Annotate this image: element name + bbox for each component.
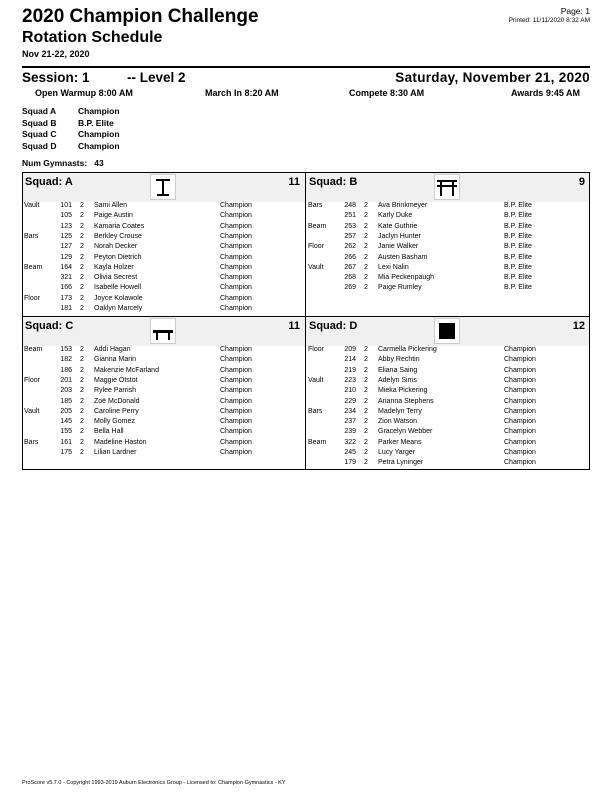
squad-b-rotation-list	[308, 201, 588, 315]
competitor-number: 269	[344, 284, 356, 292]
gymnast-name: Kayla Holzer	[94, 263, 134, 271]
gymnast-name: Carmella Pickering	[378, 346, 437, 353]
gymnast-name: Maggie Otstot	[94, 376, 138, 384]
competitor-number: 234	[344, 407, 356, 415]
gymnast-name: Olivia Secrest	[94, 274, 138, 282]
gymnast-club: Champion	[504, 346, 536, 353]
competitor-number: 248	[344, 202, 356, 209]
gymnast-club: Champion	[220, 397, 252, 405]
gymnast-row	[308, 366, 588, 376]
squad-id: Squad A	[22, 106, 57, 116]
gymnast-row	[24, 222, 304, 232]
gymnast-club: Champion	[504, 397, 536, 405]
competitor-number: 268	[344, 274, 356, 282]
gymnast-club: Champion	[220, 428, 252, 436]
squad-b-count: 9	[578, 176, 585, 188]
gymnast-level: 2	[80, 428, 84, 436]
event-label: Floor	[308, 243, 324, 251]
gymnast-row	[24, 417, 304, 427]
gymnast-row	[308, 273, 588, 283]
gymnast-club: Champion	[504, 428, 536, 436]
gymnast-club: Champion	[220, 253, 252, 261]
gymnast-club: B.P. Elite	[504, 243, 532, 251]
gymnast-club: B.P. Elite	[504, 274, 532, 282]
squad-c-count: 11	[288, 320, 300, 332]
gymnast-row	[24, 345, 304, 355]
gymnast-level: 2	[80, 294, 84, 302]
gymnast-level: 2	[364, 253, 368, 261]
gymnast-level: 2	[364, 243, 368, 251]
event-label: Vault	[308, 263, 324, 271]
gymnast-row	[308, 407, 588, 417]
gymnast-row	[308, 448, 588, 458]
gymnast-row	[308, 397, 588, 407]
squad-club: Champion	[78, 140, 120, 151]
gymnast-row	[308, 211, 588, 221]
competitor-number: 101	[60, 202, 72, 209]
competitor-number: 105	[60, 212, 72, 220]
gymnast-name: Eliana Saing	[378, 366, 418, 374]
gymnast-club: Champion	[220, 284, 252, 292]
document-title: 2020 Champion Challenge	[22, 6, 259, 27]
num-gymnasts	[22, 158, 104, 168]
gymnast-club: Champion	[220, 294, 252, 302]
gymnast-name: Norah Decker	[94, 243, 138, 251]
gymnast-name: Sami Allen	[94, 202, 128, 209]
competitor-number: 266	[344, 253, 356, 261]
competitor-number: 267	[344, 263, 356, 271]
competitor-number: 179	[344, 459, 356, 467]
gymnast-name: Parker Means	[378, 438, 422, 446]
gymnast-level: 2	[364, 459, 368, 467]
competitor-number: 164	[60, 263, 72, 271]
squad-a-count: 11	[288, 176, 300, 188]
competitor-number: 155	[60, 428, 72, 436]
gymnast-club: Champion	[220, 438, 252, 446]
gymnast-club: Champion	[220, 449, 252, 456]
gymnast-row	[24, 366, 304, 376]
competitor-number: 203	[60, 387, 72, 395]
gymnast-level: 2	[80, 366, 84, 374]
gymnast-club: B.P. Elite	[504, 253, 532, 261]
competitor-number: 214	[344, 356, 356, 364]
gymnast-row	[24, 407, 304, 417]
gymnast-name: Isabelle Howell	[94, 284, 142, 292]
competitor-number: 125	[60, 232, 72, 240]
gymnast-club: Champion	[220, 387, 252, 395]
gymnast-row	[308, 345, 588, 355]
uneven-bars-icon	[150, 174, 176, 200]
event-label: Bars	[308, 407, 323, 415]
gymnast-name: Janie Walker	[378, 243, 419, 251]
gymnast-level: 2	[80, 305, 84, 312]
gymnast-name: Lexi Nalin	[378, 263, 409, 271]
gymnast-level: 2	[364, 346, 368, 353]
gymnast-level: 2	[364, 263, 368, 271]
gymnast-level: 2	[80, 346, 84, 353]
gymnast-club: Champion	[504, 449, 536, 456]
gymnast-club: Champion	[504, 376, 536, 384]
gymnast-name: Caroline Perry	[94, 407, 139, 415]
competitor-number: 181	[60, 305, 72, 312]
gymnast-row	[24, 376, 304, 386]
footer-copyright: ProScore v5.7.0 - Copyright 1993-2019 Auburn Electronics Group - Licensed to: Champion Gymnastics - KY	[22, 780, 286, 786]
gymnast-row	[24, 211, 304, 221]
gymnast-row	[308, 222, 588, 232]
gymnast-level: 2	[364, 356, 368, 364]
event-label: Bars	[308, 202, 323, 209]
gymnast-club: Champion	[504, 387, 536, 395]
gymnast-name: Kate Guthrie	[378, 222, 418, 230]
competitor-number: 186	[60, 366, 72, 374]
gymnast-name: Joyce Kolawole	[94, 294, 143, 302]
gymnast-row	[24, 448, 304, 458]
gymnast-club: Champion	[504, 366, 536, 374]
squad-id: Squad B	[22, 117, 57, 128]
gymnast-row	[308, 242, 588, 252]
competitor-number: 153	[60, 346, 72, 353]
competitor-number: 239	[344, 428, 356, 436]
gymnast-row	[308, 253, 588, 263]
meet-dates: Nov 21-22, 2020	[22, 49, 90, 59]
gymnast-level: 2	[364, 232, 368, 240]
event-label: Beam	[24, 263, 43, 271]
competitor-number: 257	[344, 232, 356, 240]
gymnast-row	[308, 283, 588, 293]
gymnast-level: 2	[80, 438, 84, 446]
march-in-time: March In 8:20 AM	[205, 88, 279, 98]
competitor-number: 145	[60, 418, 72, 426]
gymnast-name: Arianna Stephens	[378, 397, 434, 405]
gymnast-club: Champion	[504, 459, 536, 467]
gymnast-name: Paige Rumley	[378, 284, 422, 292]
gymnast-name: Rylee Parrish	[94, 387, 137, 395]
open-warmup-time: Open Warmup 8:00 AM	[35, 88, 133, 98]
squad-club-row	[22, 141, 120, 153]
gymnast-club: Champion	[220, 418, 252, 426]
gymnast-name: Zion Watson	[378, 418, 418, 426]
competitor-number: 223	[344, 376, 356, 384]
gymnast-row	[24, 201, 304, 211]
gymnast-level: 2	[364, 202, 368, 209]
gymnast-row	[24, 386, 304, 396]
gymnast-name: Bella Hall	[94, 428, 124, 436]
gymnast-club: Champion	[220, 366, 252, 374]
gymnast-level: 2	[80, 274, 84, 282]
squad-c-title: Squad: C	[25, 320, 74, 332]
competitor-number: 201	[60, 376, 72, 384]
gymnast-name: Paige Austin	[94, 212, 133, 220]
gymnast-level: 2	[364, 418, 368, 426]
grid-horizontal-divider	[22, 316, 590, 317]
gymnast-name: Abby Rechtin	[378, 356, 420, 364]
competitor-number: 245	[344, 449, 356, 456]
gymnast-row	[24, 232, 304, 242]
gymnast-club: Champion	[220, 263, 252, 271]
competitor-number: 205	[60, 407, 72, 415]
gymnast-row	[24, 273, 304, 283]
gymnast-row	[308, 376, 588, 386]
gymnast-name: Ava Brinkmeyer	[378, 202, 428, 209]
gymnast-name: Madelyn Terry	[378, 407, 422, 415]
gymnast-club: Champion	[220, 274, 252, 282]
squad-id: Squad C	[22, 129, 57, 139]
gymnast-name: Zoë McDonald	[94, 397, 140, 405]
gymnast-name: Jaclyn Hunter	[378, 232, 421, 240]
competitor-number: 209	[344, 346, 356, 353]
gymnast-level: 2	[80, 202, 84, 209]
gymnast-name: Madeline Haston	[94, 438, 147, 446]
event-label: Bars	[24, 438, 39, 446]
competitor-number: 123	[60, 222, 72, 230]
gymnast-club: B.P. Elite	[504, 263, 532, 271]
event-label: Vault	[308, 376, 324, 384]
competitor-number: 321	[60, 274, 72, 282]
gymnast-level: 2	[364, 212, 368, 220]
gymnast-name: Austen Basham	[378, 253, 428, 261]
document-subtitle: Rotation Schedule	[22, 29, 163, 46]
gymnast-level: 2	[364, 387, 368, 395]
gymnast-row	[308, 201, 588, 211]
gymnast-club: Champion	[220, 243, 252, 251]
gymnast-row	[308, 427, 588, 437]
gymnast-name: Lilian Lardner	[94, 449, 137, 456]
squad-d-count: 12	[572, 320, 585, 332]
gymnast-row	[24, 304, 304, 314]
gymnast-level: 2	[80, 253, 84, 261]
gymnast-name: Peyton Dietrich	[94, 253, 142, 261]
squad-a-title: Squad: A	[25, 176, 73, 188]
num-gymnasts-label: Num Gymnasts:	[22, 158, 88, 168]
gymnast-row	[308, 232, 588, 242]
squad-d-title: Squad: D	[309, 320, 358, 332]
gymnast-level: 2	[80, 407, 84, 415]
gymnast-club: Champion	[504, 356, 536, 364]
competitor-number: 262	[344, 243, 356, 251]
event-label: Floor	[24, 376, 40, 384]
gymnast-row	[24, 355, 304, 365]
gymnast-club: Champion	[504, 438, 536, 446]
event-label: Floor	[308, 346, 324, 353]
competitor-number: 173	[60, 294, 72, 302]
gymnast-level: 2	[80, 284, 84, 292]
gymnast-row	[24, 253, 304, 263]
gymnast-club: Champion	[220, 346, 252, 353]
gymnast-club: Champion	[220, 202, 252, 209]
gymnast-name: Molly Gomez	[94, 418, 135, 426]
competitor-number: 251	[344, 212, 356, 220]
gymnast-name: Oaklyn Marcely	[94, 305, 143, 312]
event-label: Beam	[308, 222, 327, 230]
gymnast-level: 2	[80, 418, 84, 426]
gymnast-club: Champion	[504, 418, 536, 426]
gymnast-row	[308, 458, 588, 468]
gymnast-level: 2	[364, 438, 368, 446]
gymnast-club: Champion	[220, 305, 252, 312]
gymnast-name: Berkley Crouse	[94, 232, 142, 240]
gymnast-level: 2	[364, 376, 368, 384]
gymnast-level: 2	[364, 274, 368, 282]
gymnast-level: 2	[80, 232, 84, 240]
gymnast-row	[308, 386, 588, 396]
gymnast-row	[24, 397, 304, 407]
gymnast-name: Gracelyn Webber	[378, 428, 433, 436]
gymnast-row	[24, 427, 304, 437]
awards-time: Awards 9:45 AM	[510, 88, 580, 98]
gymnast-club: Champion	[220, 376, 252, 384]
gymnast-level: 2	[80, 263, 84, 271]
gymnast-name: Gianna Marin	[94, 356, 137, 364]
competitor-number: 166	[60, 284, 72, 292]
competitor-number: 229	[344, 397, 356, 405]
gymnast-level: 2	[364, 449, 368, 456]
competitor-number: 185	[60, 397, 72, 405]
squad-c-rotation-list	[24, 345, 304, 469]
floor-icon	[434, 318, 460, 344]
gymnast-club: Champion	[504, 407, 536, 415]
gymnast-name: Addi Hagan	[94, 346, 131, 353]
competitor-number: 129	[60, 253, 72, 261]
competitor-number: 210	[344, 387, 356, 395]
gymnast-club: Champion	[220, 356, 252, 364]
session-level: -- Level 2	[127, 70, 186, 85]
header-divider	[22, 66, 590, 68]
gymnast-level: 2	[364, 407, 368, 415]
competitor-number: 219	[344, 366, 356, 374]
gymnast-row	[308, 417, 588, 427]
gymnast-name: Adelyn Sims	[378, 376, 417, 384]
squad-club-row	[22, 129, 120, 141]
event-label: Beam	[24, 346, 43, 353]
gymnast-name: Lucy Yarger	[378, 449, 416, 456]
squad-club-list	[22, 106, 120, 152]
gymnast-club: B.P. Elite	[504, 232, 532, 240]
gymnast-level: 2	[364, 428, 368, 436]
event-label: Bars	[24, 232, 39, 240]
gymnast-row	[24, 294, 304, 304]
gymnast-level: 2	[364, 397, 368, 405]
gymnast-row	[24, 263, 304, 273]
gymnast-row	[24, 438, 304, 448]
squad-a-rotation-list	[24, 201, 304, 315]
event-label: Floor	[24, 294, 40, 302]
balance-beam-icon	[150, 318, 176, 344]
gymnast-level: 2	[364, 366, 368, 374]
gymnast-level: 2	[80, 376, 84, 384]
gymnast-row	[308, 355, 588, 365]
competitor-number: 253	[344, 222, 356, 230]
gymnast-name: Mia Peckenpaugh	[378, 274, 435, 282]
num-gymnasts-value: 43	[94, 158, 104, 168]
event-label: Vault	[24, 407, 40, 415]
session-label: Session: 1	[22, 70, 90, 85]
competitor-number: 161	[60, 438, 72, 446]
page-number: Page: 1	[560, 6, 590, 16]
gymnast-row	[24, 242, 304, 252]
session-date: Saturday, November 21, 2020	[395, 70, 590, 85]
grid-vertical-divider	[305, 172, 306, 470]
competitor-number: 127	[60, 243, 72, 251]
gymnast-club: B.P. Elite	[504, 202, 532, 209]
parallel-bars-icon	[434, 174, 460, 200]
gymnast-row	[24, 283, 304, 293]
gymnast-club: B.P. Elite	[504, 212, 532, 220]
squad-club: Champion	[78, 106, 120, 116]
gymnast-name: Mieka Pickering	[378, 387, 428, 395]
gymnast-level: 2	[364, 222, 368, 230]
gymnast-club: Champion	[220, 407, 252, 415]
squad-b-title: Squad: B	[309, 176, 358, 188]
gymnast-row	[308, 263, 588, 273]
gymnast-level: 2	[80, 449, 84, 456]
squad-id: Squad D	[22, 140, 57, 151]
gymnast-level: 2	[80, 387, 84, 395]
squad-club-row	[22, 106, 120, 118]
gymnast-level: 2	[80, 222, 84, 230]
event-label: Beam	[308, 438, 327, 446]
competitor-number: 237	[344, 418, 356, 426]
gymnast-level: 2	[80, 243, 84, 251]
competitor-number: 175	[60, 449, 72, 456]
gymnast-name: Petra Lyninger	[378, 459, 424, 467]
gymnast-name: Karly Duke	[378, 212, 413, 220]
gymnast-club: B.P. Elite	[504, 284, 532, 292]
gymnast-club: B.P. Elite	[504, 222, 532, 230]
gymnast-level: 2	[364, 284, 368, 292]
squad-d-rotation-list	[308, 345, 588, 469]
competitor-number: 322	[344, 438, 356, 446]
gymnast-club: Champion	[220, 212, 252, 220]
gymnast-club: Champion	[220, 222, 252, 230]
gymnast-level: 2	[80, 212, 84, 220]
gymnast-club: Champion	[220, 232, 252, 240]
gymnast-level: 2	[80, 356, 84, 364]
squad-club: Champion	[78, 129, 120, 139]
competitor-number: 182	[60, 356, 72, 364]
squad-club: B.P. Elite	[78, 117, 114, 128]
squad-club-row	[22, 118, 120, 130]
gymnast-name: Kamaria Coates	[94, 222, 145, 230]
printed-timestamp: Printed: 11/11/2020 8:32 AM	[508, 17, 590, 24]
gymnast-name: Makenzie McFarland	[94, 366, 159, 374]
compete-time: Compete 8:30 AM	[349, 88, 425, 98]
event-label: Vault	[24, 202, 40, 209]
gymnast-row	[308, 438, 588, 448]
gymnast-level: 2	[80, 397, 84, 405]
